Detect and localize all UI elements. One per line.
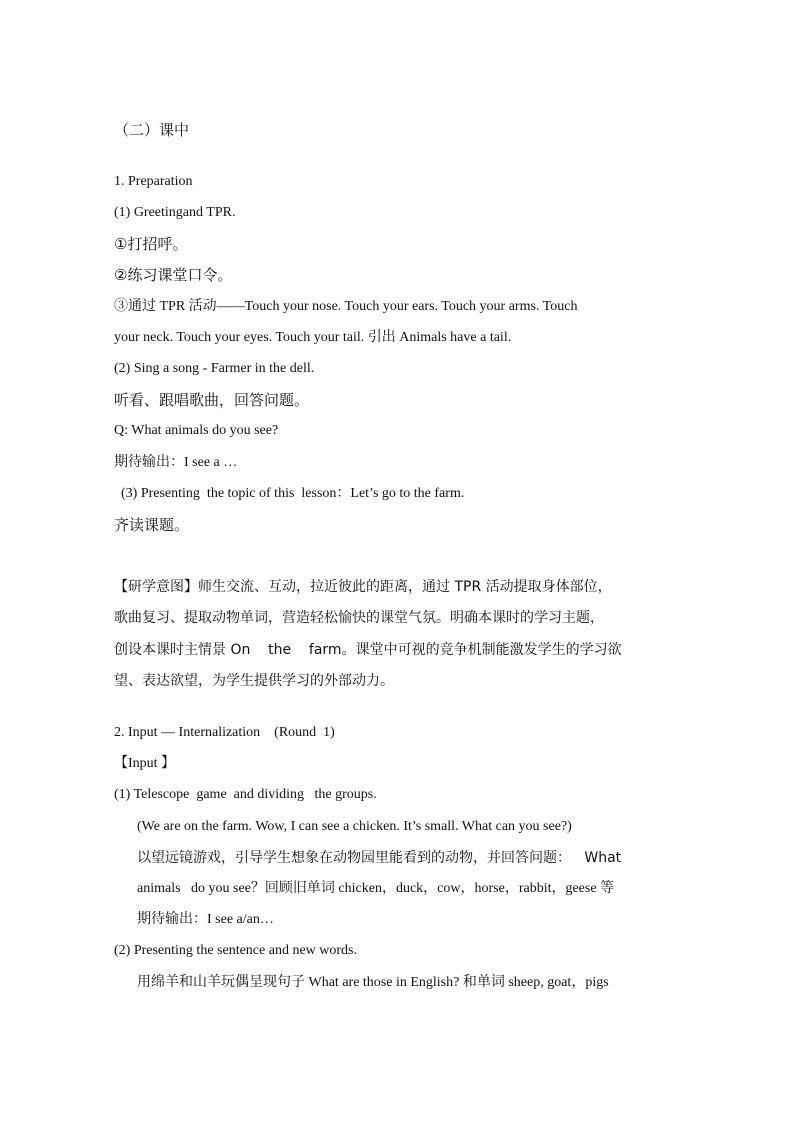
text-line: 1. Preparation [114, 174, 193, 189]
intent-line: 歌曲复习、提取动物单词，营造轻松愉快的课堂气氛。明确本课时的学习主题， [114, 610, 604, 626]
text-line: 用绵羊和山羊玩偶呈现句子 What are those in English? 和单词 sheep, goat，pigs [137, 975, 609, 990]
section-heading: （二）课中 [114, 121, 190, 139]
text-line: (2) Presenting the sentence and new words. [114, 943, 357, 958]
text-line: 以望远镜游戏，引导学生想象在动物园里能看到的动物，并回答问题： What [137, 850, 622, 866]
text-line: (1) Greetingand TPR. [114, 205, 236, 220]
text-line: (3) Presenting the topic of this lesson：Let’s go to the farm. [114, 486, 465, 501]
text-line: ③通过 TPR 活动——Touch your nose. Touch your ears. Touch your arms. Touch [114, 299, 578, 314]
text-line: (We are on the farm. Wow, I can see a chicken. It’s small. What can you see?) [137, 819, 572, 834]
intent-line: 望、表达欲望，为学生提供学习的外部动力。 [114, 673, 394, 689]
text-line: ②练习课堂口令。 [114, 266, 233, 284]
text-line: 期待输出：I see a … [114, 455, 238, 470]
text-line: (1) Telescope game and dividing the groups. [114, 787, 377, 802]
text-line: ①打招呼。 [114, 235, 188, 253]
text-line: your neck. Touch your eyes. Touch your tail. 引出 Animals have a tail. [114, 330, 512, 345]
text-line: 2. Input — Internalization (Round 1) [114, 725, 335, 740]
intent-line: 【研学意图】师生交流、互动，拉近彼此的距离，通过 TPR 活动提取身体部位， [114, 579, 612, 595]
text-line: animals do you see？回顾旧单词 chicken，duck，cow，horse，rabbit，geese 等 [137, 881, 615, 896]
text-line: Q: What animals do you see? [114, 423, 279, 438]
text-line: 【Input 】 [114, 756, 176, 771]
text-line: (2) Sing a song - Farmer in the dell. [114, 361, 315, 376]
intent-line: 创设本课时主情景 On the farm。课堂中可视的竞争机制能激发学生的学习欲 [114, 642, 622, 658]
text-line: 听看、跟唱歌曲，回答问题。 [114, 391, 310, 409]
text-line: 齐读课题。 [114, 516, 190, 534]
text-line: 期待输出：I see a/an… [137, 912, 274, 927]
